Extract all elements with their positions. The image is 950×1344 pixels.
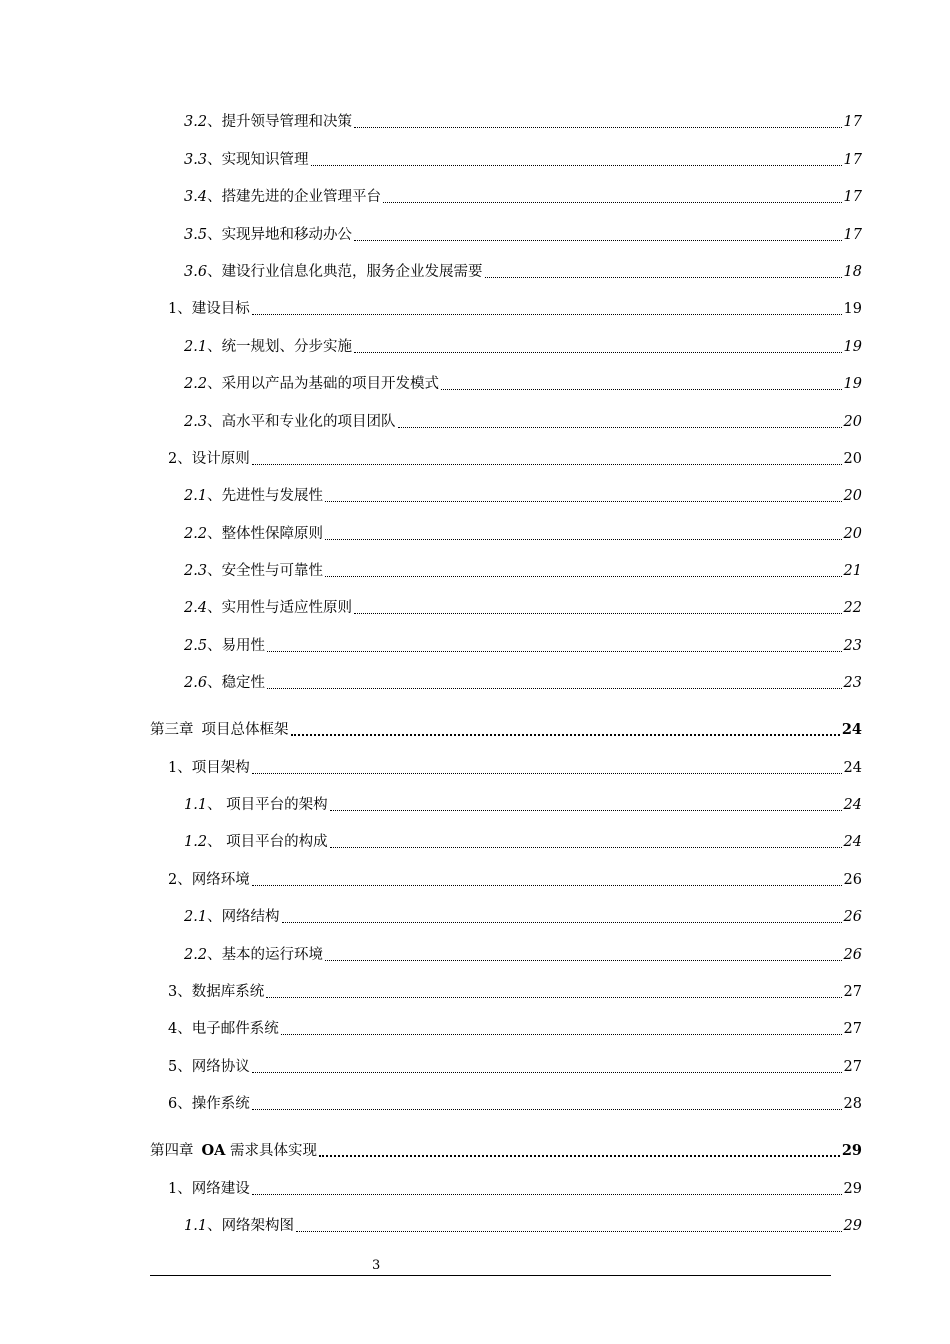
toc-entry[interactable] <box>150 1160 862 1197</box>
toc-entry[interactable] <box>150 580 862 617</box>
toc-entry-text: 建设行业信息化典范，服务企业发展需要 <box>221 263 483 280</box>
toc-leader-dots <box>296 1229 841 1232</box>
toc-entry-title <box>184 375 439 393</box>
toc-entry-page: 19 <box>843 376 862 393</box>
toc-entry-number: 6 <box>168 1096 178 1113</box>
toc-entry-separator: 、 <box>207 226 222 243</box>
toc-entry-separator: 、 <box>177 1180 192 1197</box>
toc-entry-number: 1 <box>168 759 178 776</box>
page-number: 3 <box>372 1258 381 1273</box>
toc-entry-page: 23 <box>843 637 862 654</box>
toc-entry-text: 实现异地和移动办公 <box>221 226 353 243</box>
toc-entry-page: 23 <box>843 675 862 692</box>
toc-entry-separator: 、 <box>207 263 222 280</box>
toc-entry-number: 3.5 <box>184 226 208 243</box>
toc-entry-title <box>168 759 250 777</box>
toc-entry-title <box>184 188 381 206</box>
toc-entry-title <box>168 1020 279 1038</box>
toc-entry-number: 第四章 <box>150 1143 194 1160</box>
toc-entry-text: 设计原则 <box>191 450 250 467</box>
toc-entry-title <box>168 1058 250 1076</box>
toc-entry-page: 26 <box>843 871 862 888</box>
toc-entry-number: 第三章 <box>150 722 194 739</box>
toc-entry-page: 26 <box>843 909 862 926</box>
toc-leader-dots <box>291 732 840 736</box>
toc-entry[interactable] <box>150 739 862 776</box>
footer-rule <box>150 1275 831 1276</box>
toc-entry-page: 19 <box>843 301 862 318</box>
toc-entry-title <box>184 562 323 580</box>
toc-entry-number: 1 <box>168 301 178 318</box>
toc-entry-number: 2.6 <box>184 675 208 692</box>
toc-entry-title <box>184 908 280 926</box>
toc-entry-text: 建设目标 <box>191 301 250 318</box>
toc-leader-dots <box>354 350 841 353</box>
toc-entry[interactable] <box>150 468 862 505</box>
toc-entry-separator: 、 <box>207 413 222 430</box>
toc-entry-text: 安全性与可靠性 <box>221 563 324 580</box>
toc-entry-title <box>184 796 328 814</box>
toc-entry-number: 2.3 <box>184 563 208 580</box>
toc-entry-text: 易用性 <box>221 637 266 654</box>
toc-entry[interactable] <box>150 889 862 926</box>
toc-entry-separator: 、 <box>207 946 222 963</box>
toc-entry-number: 1.1 <box>184 1217 208 1234</box>
toc-entry-page: 17 <box>843 151 862 168</box>
toc-entry-separator: 、 <box>177 1021 192 1038</box>
toc-entry[interactable] <box>150 169 862 206</box>
toc-entry-text: 统一规划、分步实施 <box>221 338 353 355</box>
toc-entry[interactable] <box>150 94 862 131</box>
toc-entry-page: 29 <box>843 1217 862 1234</box>
toc-entry[interactable] <box>150 1198 862 1235</box>
toc-leader-dots <box>354 238 841 241</box>
toc-entry-number: 3 <box>168 983 178 1000</box>
toc-entry-separator: 、 <box>207 1217 222 1234</box>
toc-entry[interactable] <box>150 393 862 430</box>
toc-entry-separator: 、 <box>207 797 227 814</box>
toc-entry-number: 3.3 <box>184 151 208 168</box>
toc-leader-dots <box>325 958 841 961</box>
toc-entry[interactable] <box>150 814 862 851</box>
toc-entry[interactable] <box>150 1038 862 1075</box>
toc-entry-number: 5 <box>168 1058 178 1075</box>
toc-entry-page: 17 <box>843 226 862 243</box>
toc-entry-separator: 、 <box>207 834 227 851</box>
toc-leader-dots <box>252 771 842 774</box>
toc-entry-page: 20 <box>843 488 862 505</box>
toc-entry-separator: 、 <box>207 151 222 168</box>
toc-entry-title <box>184 946 323 964</box>
toc-entry-page: 29 <box>843 1180 862 1197</box>
toc-entry[interactable] <box>150 1076 862 1113</box>
toc-entry-page: 22 <box>843 600 862 617</box>
toc-entry-separator: 、 <box>177 1058 192 1075</box>
toc-entry-text: 网络结构 <box>221 909 280 926</box>
toc-entry-page: 24 <box>843 834 862 851</box>
toc-entry-page: 17 <box>843 189 862 206</box>
toc-entry-text: 项目总体框架 <box>201 722 289 739</box>
toc-entry-page: 20 <box>843 525 862 542</box>
toc-entry-page: 24 <box>841 721 862 739</box>
toc-leader-dots <box>325 537 841 540</box>
toc-entry-separator: 、 <box>177 301 192 318</box>
toc-entry-separator: 、 <box>207 600 222 617</box>
toc-entry-text: 项目架构 <box>191 759 250 776</box>
toc-entry-number: 2.5 <box>184 637 208 654</box>
toc-entry-separator: 、 <box>207 376 222 393</box>
toc-leader-dots <box>330 845 842 848</box>
toc-entry-title <box>150 1142 317 1160</box>
toc-entry[interactable] <box>150 318 862 355</box>
toc-entry-text: 网络架构图 <box>221 1217 295 1234</box>
toc-entry-title <box>168 450 250 468</box>
toc-leader-dots <box>383 200 841 203</box>
toc-entry-title <box>184 263 483 281</box>
toc-entry-text: 项目平台的架构 <box>226 797 328 814</box>
toc-entry-text: 先进性与发展性 <box>221 488 324 505</box>
toc-leader-dots <box>252 1107 842 1110</box>
toc-entry-text: 稳定性 <box>221 675 266 692</box>
toc-leader-dots <box>441 387 841 390</box>
toc-leader-dots <box>252 312 842 315</box>
toc-entry[interactable] <box>150 926 862 963</box>
toc-entry-separator: 、 <box>207 338 222 355</box>
toc-leader-dots <box>398 425 842 428</box>
toc-leader-dots <box>354 125 841 128</box>
toc-entry-title <box>168 300 250 318</box>
toc-entry-separator: 、 <box>177 871 192 888</box>
toc-entry-title <box>168 1095 250 1113</box>
toc-entry-separator: 、 <box>207 189 222 206</box>
toc-entry-text: 整体性保障原则 <box>221 525 324 542</box>
toc-leader-dots <box>354 611 841 614</box>
toc-leader-dots <box>311 163 842 166</box>
toc-entry-separator: 、 <box>177 759 192 776</box>
toc-entry-number: 2.1 <box>184 338 208 355</box>
toc-entry-separator: 、 <box>177 1096 192 1113</box>
toc-entry-title <box>168 871 250 889</box>
toc-entry-page: 21 <box>843 563 862 580</box>
toc-entry-separator: 、 <box>207 909 222 926</box>
toc-entry-text: 实用性与适应性原则 <box>221 600 353 617</box>
toc-entry-number: 2.1 <box>184 909 208 926</box>
toc-entry-number: 2.1 <box>184 488 208 505</box>
toc-entry-text: 提升领导管理和决策 <box>221 114 353 131</box>
toc-leader-dots <box>282 920 842 923</box>
toc-entry-number: 3.6 <box>184 263 208 280</box>
toc-entry-page: 27 <box>843 1058 862 1075</box>
toc-entry-text: 基本的运行环境 <box>221 946 324 963</box>
toc-entry-title <box>184 599 352 617</box>
toc-entry[interactable] <box>150 356 862 393</box>
toc-entry[interactable] <box>150 281 862 318</box>
toc-entry[interactable] <box>150 505 862 542</box>
toc-entry-page: 20 <box>843 413 862 430</box>
toc-leader-dots <box>267 649 841 652</box>
toc-leader-dots <box>281 1032 842 1035</box>
toc-entry-separator: 、 <box>207 525 222 542</box>
toc-leader-dots <box>485 275 842 278</box>
toc-chapter-entry[interactable] <box>150 692 862 739</box>
toc-leader-dots <box>266 995 841 998</box>
toc-leader-dots <box>267 686 841 689</box>
toc-entry-separator: 、 <box>177 450 192 467</box>
toc-entry-page: 29 <box>841 1142 862 1160</box>
toc-entry-text: 搭建先进的企业管理平台 <box>221 189 382 206</box>
toc-entry-page: 18 <box>843 263 862 280</box>
toc-entry-page: 27 <box>843 1021 862 1038</box>
toc-entry-title <box>184 226 352 244</box>
toc-entry[interactable] <box>150 655 862 692</box>
toc-entry[interactable] <box>150 1001 862 1038</box>
table-of-contents <box>150 94 862 1235</box>
toc-entry-text: 采用以产品为基础的项目开发模式 <box>221 376 440 393</box>
toc-entry-number: 4 <box>168 1021 178 1038</box>
toc-entry-text: 高水平和专业化的项目团队 <box>221 413 396 430</box>
toc-entry-text: 实现知识管理 <box>221 151 309 168</box>
toc-entry-title <box>168 983 264 1001</box>
toc-entry[interactable] <box>150 851 862 888</box>
toc-entry-title-bold: OA <box>201 1142 226 1160</box>
toc-entry-number: 2 <box>168 450 178 467</box>
toc-entry-page: 24 <box>843 797 862 814</box>
toc-entry-title <box>150 721 289 739</box>
toc-entry-number: 2.3 <box>184 413 208 430</box>
toc-leader-dots <box>325 499 841 502</box>
toc-entry[interactable] <box>150 131 862 168</box>
toc-entry-separator: 、 <box>207 637 222 654</box>
toc-entry-text: 网络协议 <box>191 1058 250 1075</box>
toc-entry-title <box>168 1180 250 1198</box>
toc-entry-separator: 、 <box>207 114 222 131</box>
toc-entry-number: 2 <box>168 871 178 888</box>
toc-entry[interactable] <box>150 964 862 1001</box>
toc-leader-dots <box>319 1153 840 1157</box>
toc-entry[interactable] <box>150 431 862 468</box>
toc-leader-dots <box>252 883 842 886</box>
toc-entry-title <box>184 113 352 131</box>
toc-entry-separator: 、 <box>177 983 192 1000</box>
toc-entry-title <box>184 525 323 543</box>
toc-entry[interactable] <box>150 206 862 243</box>
toc-leader-dots <box>252 1070 842 1073</box>
toc-leader-dots <box>252 1192 842 1195</box>
toc-entry-text: 项目平台的构成 <box>226 834 328 851</box>
toc-entry-text: 电子邮件系统 <box>191 1021 279 1038</box>
toc-leader-dots <box>330 808 842 811</box>
toc-entry-title <box>184 487 323 505</box>
toc-entry-text: 数据库系统 <box>191 983 265 1000</box>
toc-entry-separator: 、 <box>207 563 222 580</box>
toc-entry-page: 28 <box>843 1096 862 1113</box>
toc-entry-number: 2.2 <box>184 946 208 963</box>
toc-entry-number: 3.2 <box>184 114 208 131</box>
toc-entry-number: 1.1 <box>184 797 208 814</box>
toc-entry-text: 需求具体实现 <box>225 1143 317 1160</box>
toc-entry-page: 24 <box>843 759 862 776</box>
toc-entry-page: 20 <box>843 450 862 467</box>
toc-entry-number: 1 <box>168 1180 178 1197</box>
toc-entry[interactable] <box>150 777 862 814</box>
toc-entry-separator: 、 <box>207 675 222 692</box>
toc-entry[interactable] <box>150 543 862 580</box>
toc-entry-text: 网络建设 <box>191 1180 250 1197</box>
toc-entry-text: 网络环境 <box>191 871 250 888</box>
toc-entry-title <box>184 1217 294 1235</box>
toc-entry-number: 1.2 <box>184 834 208 851</box>
toc-entry-title <box>184 151 309 169</box>
toc-chapter-entry[interactable] <box>150 1113 862 1160</box>
toc-entry-page: 17 <box>843 114 862 131</box>
toc-entry-title <box>184 637 265 655</box>
toc-entry-page: 19 <box>843 338 862 355</box>
toc-entry-title <box>184 674 265 692</box>
toc-entry-number: 2.4 <box>184 600 208 617</box>
toc-entry-page: 26 <box>843 946 862 963</box>
toc-entry-page: 27 <box>843 983 862 1000</box>
toc-leader-dots <box>252 462 842 465</box>
toc-entry[interactable] <box>150 617 862 654</box>
toc-entry-separator: 、 <box>207 488 222 505</box>
toc-entry-number: 2.2 <box>184 376 208 393</box>
toc-leader-dots <box>325 574 841 577</box>
toc-entry-text: 操作系统 <box>191 1096 250 1113</box>
toc-entry-title <box>184 413 396 431</box>
toc-entry[interactable] <box>150 244 862 281</box>
toc-entry-title <box>184 833 328 851</box>
toc-entry-number: 2.2 <box>184 525 208 542</box>
toc-entry-title <box>184 338 352 356</box>
toc-entry-number: 3.4 <box>184 189 208 206</box>
